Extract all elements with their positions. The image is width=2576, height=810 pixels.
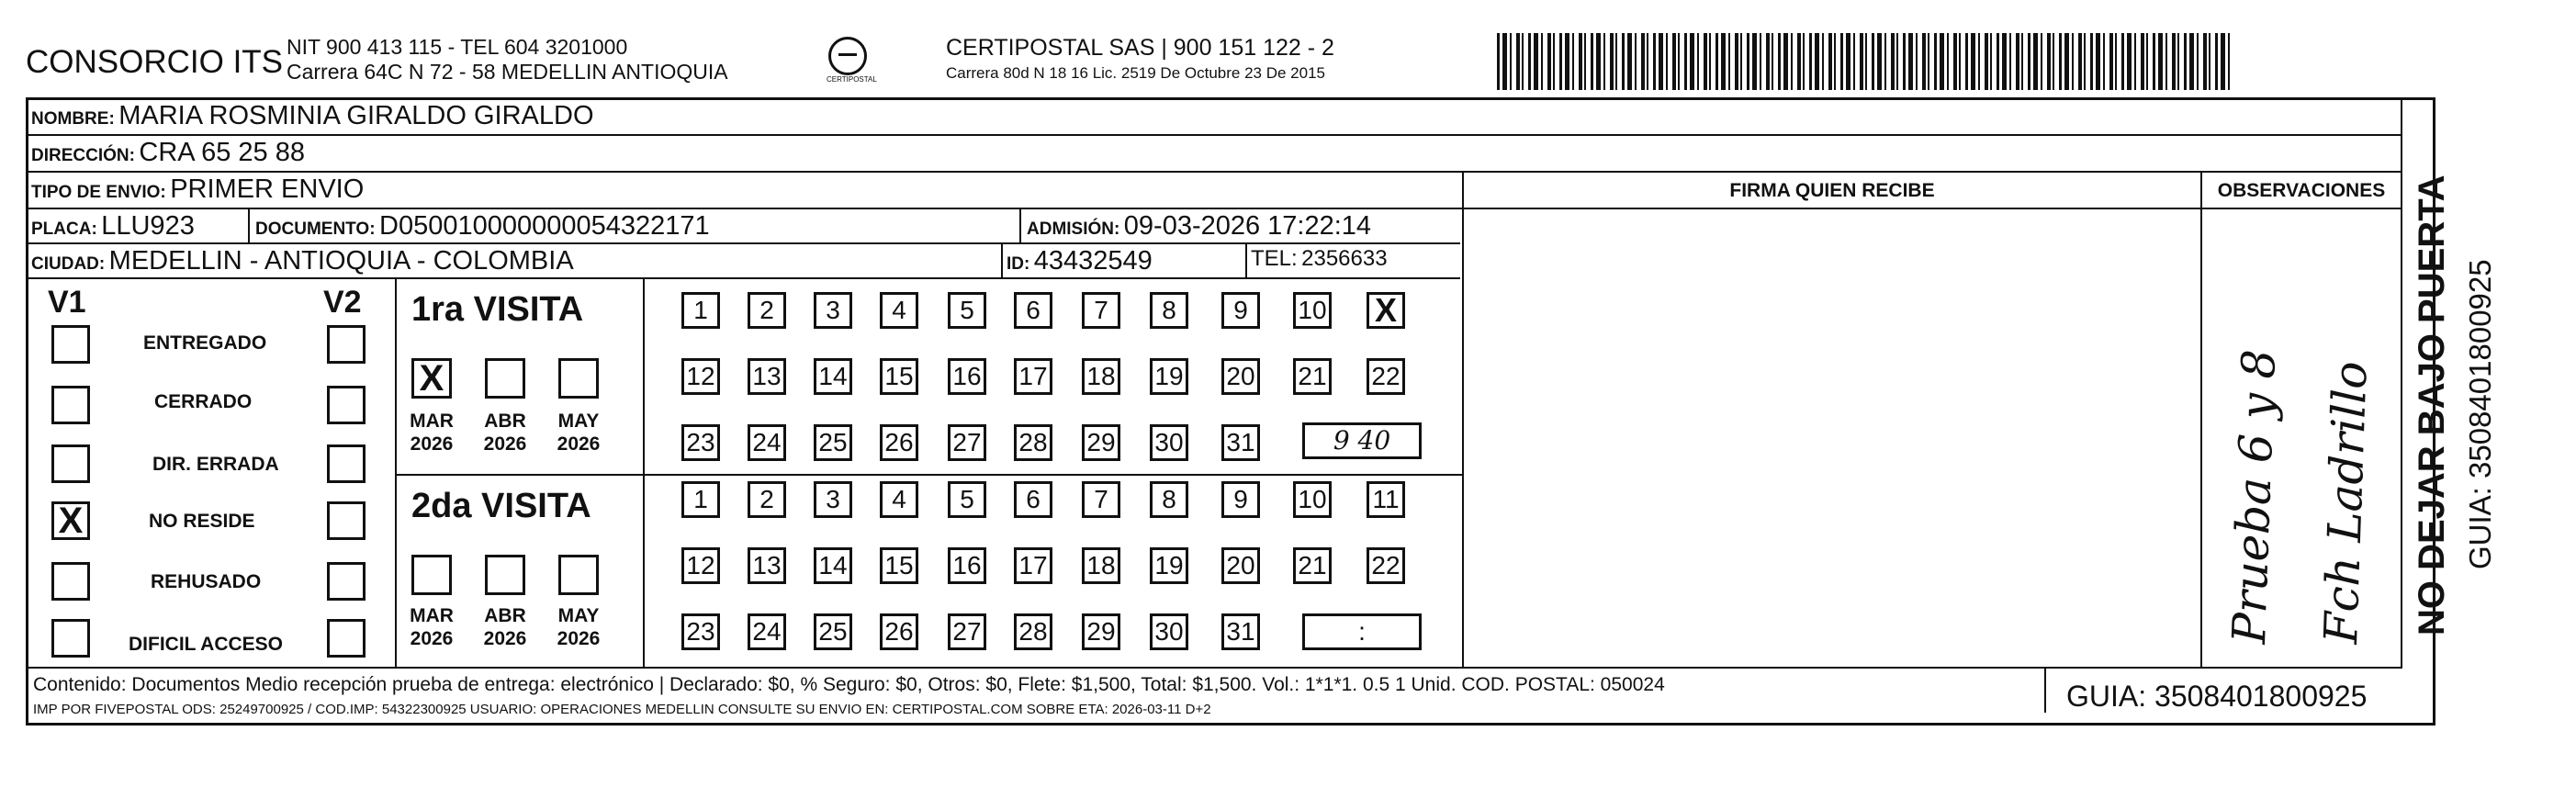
day-box[interactable]: 12 bbox=[681, 358, 720, 395]
id-label: ID: bbox=[1007, 254, 1030, 274]
divider bbox=[2044, 667, 2046, 713]
status-label-dir-errada: DIR. ERRADA bbox=[152, 454, 279, 475]
day-box[interactable]: 28 bbox=[1014, 613, 1052, 650]
divider bbox=[1462, 171, 1464, 669]
v2-dir-errada-checkbox[interactable] bbox=[327, 444, 366, 483]
day-box[interactable]: 5 bbox=[948, 292, 986, 329]
admision-value: 09-03-2026 17:22:14 bbox=[1123, 211, 1372, 241]
visit-2-month-abr-checkbox[interactable] bbox=[485, 555, 525, 595]
company-name: CONSORCIO ITS bbox=[26, 44, 284, 80]
day-box[interactable]: 1 bbox=[681, 481, 720, 518]
divider bbox=[248, 208, 250, 244]
v1-dir-errada-checkbox[interactable] bbox=[51, 444, 90, 483]
status-label-entregado: ENTREGADO bbox=[143, 332, 267, 354]
day-box[interactable]: 7 bbox=[1082, 481, 1120, 518]
day-box[interactable]: 22 bbox=[1367, 547, 1405, 584]
visit-1-month-label: ABR 2026 bbox=[483, 411, 527, 455]
visit-1-time-box[interactable]: 9 40 bbox=[1302, 422, 1422, 459]
v2-rehusado-checkbox[interactable] bbox=[327, 562, 366, 601]
v2-dificil-acceso-checkbox[interactable] bbox=[327, 619, 366, 658]
visit-2-month-label: ABR 2026 bbox=[483, 605, 527, 649]
divider bbox=[28, 134, 2401, 136]
tipo-row bbox=[31, 174, 364, 205]
firma-header: FIRMA QUIEN RECIBE bbox=[1729, 180, 1935, 201]
divider bbox=[2200, 171, 2202, 669]
day-box[interactable]: 25 bbox=[814, 424, 852, 461]
day-box[interactable]: 14 bbox=[814, 547, 852, 584]
nombre-value: MARIA ROSMINIA GIRALDO GIRALDO bbox=[118, 101, 594, 130]
tipo-value: PRIMER ENVIO bbox=[170, 174, 365, 204]
day-box[interactable]: 24 bbox=[748, 424, 786, 461]
nombre-row bbox=[31, 101, 594, 131]
day-box[interactable]: 24 bbox=[748, 613, 786, 650]
visit-1-month-mar-checkbox[interactable]: X bbox=[411, 358, 452, 399]
divider bbox=[1245, 242, 1247, 279]
certipostal-logo-icon bbox=[828, 37, 867, 75]
tel-value: 2356633 bbox=[1301, 246, 1388, 271]
day-box[interactable]: 6 bbox=[1014, 481, 1052, 518]
day-box[interactable]: 5 bbox=[948, 481, 986, 518]
visit-1-month-abr-checkbox[interactable] bbox=[485, 358, 525, 399]
day-box[interactable]: 18 bbox=[1082, 358, 1120, 395]
day-box[interactable]: 27 bbox=[948, 424, 986, 461]
side-guia: GUIA: 3508401800925 bbox=[2463, 259, 2497, 569]
direccion-label: DIRECCIÓN: bbox=[31, 146, 135, 165]
visit-1-title: 1ra VISITA bbox=[411, 290, 584, 329]
address-line: Carrera 64C N 72 - 58 MEDELLIN ANTIOQUIA bbox=[287, 60, 728, 84]
day-box[interactable]: 10 bbox=[1293, 292, 1332, 329]
v2-header: V2 bbox=[323, 285, 362, 320]
divider bbox=[1001, 242, 1003, 279]
day-box[interactable]: 16 bbox=[948, 358, 986, 395]
day-box[interactable]: 8 bbox=[1150, 292, 1188, 329]
day-box[interactable]: 19 bbox=[1150, 547, 1188, 584]
visit-2-month-label: MAY 2026 bbox=[557, 605, 601, 649]
footer-imp: IMP POR FIVEPOSTAL ODS: 25249700925 / COD.IMP: 54322300925 USUARIO: OPERACIONES MEDELLIN CONSULTE SU ENVIO EN: CERTIPOSTAL.COM SOBRE ETA: 2026-03-11 D+2 bbox=[33, 702, 1211, 717]
day-box[interactable]: 13 bbox=[748, 547, 786, 584]
day-box[interactable]: 22 bbox=[1367, 358, 1405, 395]
day-box[interactable]: 4 bbox=[880, 481, 918, 518]
ciudad-label: CIUDAD: bbox=[31, 254, 106, 274]
day-box[interactable]: 30 bbox=[1150, 613, 1188, 650]
day-box[interactable]: 17 bbox=[1014, 547, 1052, 584]
day-box[interactable]: 29 bbox=[1082, 424, 1120, 461]
tel-label: TEL: bbox=[1251, 246, 1298, 271]
day-box[interactable]: 1 bbox=[681, 292, 720, 329]
day-box[interactable]: 9 bbox=[1221, 292, 1260, 329]
day-box[interactable]: 21 bbox=[1293, 547, 1332, 584]
day-box[interactable]: 2 bbox=[748, 292, 786, 329]
day-box[interactable]: 13 bbox=[748, 358, 786, 395]
day-box[interactable]: 25 bbox=[814, 613, 852, 650]
day-box[interactable]: 15 bbox=[880, 358, 918, 395]
day-box[interactable]: 27 bbox=[948, 613, 986, 650]
nombre-label: NOMBRE: bbox=[31, 109, 115, 129]
tipo-label: TIPO DE ENVIO: bbox=[31, 183, 166, 202]
day-box[interactable]: 23 bbox=[681, 424, 720, 461]
day-box[interactable]: 31 bbox=[1221, 424, 1260, 461]
day-box[interactable]: 20 bbox=[1221, 358, 1260, 395]
visit-2-month-mar-checkbox[interactable] bbox=[411, 555, 452, 595]
placa-label: PLACA: bbox=[31, 219, 97, 239]
placa-row bbox=[31, 211, 195, 242]
placa-value: LLU923 bbox=[101, 211, 195, 241]
status-label-no-reside: NO RESIDE bbox=[149, 511, 255, 532]
day-box[interactable]: 12 bbox=[681, 547, 720, 584]
day-box[interactable]: 21 bbox=[1293, 358, 1332, 395]
company-info bbox=[287, 35, 728, 84]
direccion-value: CRA 65 25 88 bbox=[139, 138, 305, 167]
divider bbox=[397, 474, 1462, 476]
status-label-rehusado: REHUSADO bbox=[151, 571, 262, 592]
divider bbox=[1464, 208, 2401, 209]
day-box[interactable]: 6 bbox=[1014, 292, 1052, 329]
status-label-dificil-acceso: DIFICIL ACCESO bbox=[129, 634, 284, 655]
side-notice: NO DEJAR BAJO PUERTA bbox=[2412, 174, 2452, 636]
day-box[interactable]: 18 bbox=[1082, 547, 1120, 584]
id-value: 43432549 bbox=[1033, 246, 1153, 276]
v1-header: V1 bbox=[48, 285, 86, 320]
divider bbox=[395, 277, 397, 667]
documento-label: DOCUMENTO: bbox=[255, 219, 376, 239]
certipostal-line: CERTIPOSTAL SAS | 900 151 122 - 2 bbox=[946, 35, 1334, 61]
visit-1-month-label: MAY 2026 bbox=[557, 411, 601, 455]
admision-label: ADMISIÓN: bbox=[1027, 219, 1120, 239]
v1-rehusado-checkbox[interactable] bbox=[51, 562, 90, 601]
v2-entregado-checkbox[interactable] bbox=[327, 325, 366, 364]
v1-entregado-checkbox[interactable] bbox=[51, 325, 90, 364]
day-box[interactable]: 3 bbox=[814, 481, 852, 518]
direccion-row bbox=[31, 138, 305, 168]
day-box[interactable]: 14 bbox=[814, 358, 852, 395]
nit-line: NIT 900 413 115 - TEL 604 3201000 bbox=[287, 35, 628, 59]
day-box[interactable]: 23 bbox=[681, 613, 720, 650]
day-box[interactable]: 17 bbox=[1014, 358, 1052, 395]
day-box[interactable]: 9 bbox=[1221, 481, 1260, 518]
certipostal-sub: Carrera 80d N 18 16 Lic. 2519 De Octubre 23 De 2015 bbox=[946, 64, 1325, 82]
admision-row bbox=[1027, 211, 1371, 242]
day-box[interactable]: 26 bbox=[880, 613, 918, 650]
day-box[interactable]: 10 bbox=[1293, 481, 1332, 518]
v2-cerrado-checkbox[interactable] bbox=[327, 386, 366, 424]
observaciones-header: OBSERVACIONES bbox=[2217, 180, 2386, 201]
v1-no-reside-checkbox[interactable]: X bbox=[51, 501, 90, 540]
handwritten-observation-2: Fch Ladrillo bbox=[2314, 360, 2378, 646]
documento-value: D050010000000054322171 bbox=[379, 211, 710, 241]
day-box[interactable]: 3 bbox=[814, 292, 852, 329]
footer-guia: GUIA: 3508401800925 bbox=[2066, 680, 2368, 713]
day-box[interactable]: 16 bbox=[948, 547, 986, 584]
day-box[interactable]: 4 bbox=[880, 292, 918, 329]
day-box[interactable]: X bbox=[1367, 292, 1405, 329]
day-box[interactable]: 20 bbox=[1221, 547, 1260, 584]
handwritten-observation-1: Prueba 6 y 8 bbox=[2222, 348, 2287, 646]
day-box[interactable]: 2 bbox=[748, 481, 786, 518]
v2-no-reside-checkbox[interactable] bbox=[327, 501, 366, 540]
day-box[interactable]: 29 bbox=[1082, 613, 1120, 650]
id-row bbox=[1007, 246, 1153, 276]
divider bbox=[643, 277, 645, 667]
visit-2-month-label: MAR 2026 bbox=[410, 605, 454, 649]
visit-2-time-box[interactable]: : bbox=[1302, 613, 1422, 650]
ciudad-value: MEDELLIN - ANTIOQUIA - COLOMBIA bbox=[108, 246, 574, 276]
divider bbox=[1019, 208, 1021, 244]
visit-2-month-may-checkbox[interactable] bbox=[558, 555, 599, 595]
day-box[interactable]: 19 bbox=[1150, 358, 1188, 395]
v1-cerrado-checkbox[interactable] bbox=[51, 386, 90, 424]
barcode-icon bbox=[1497, 33, 2232, 90]
visit-1-month-may-checkbox[interactable] bbox=[558, 358, 599, 399]
day-box[interactable]: 28 bbox=[1014, 424, 1052, 461]
divider bbox=[28, 171, 2401, 173]
documento-row bbox=[255, 211, 710, 242]
day-box[interactable]: 8 bbox=[1150, 481, 1188, 518]
divider bbox=[2401, 97, 2402, 669]
footer-contenido: Contenido: Documentos Medio recepción prueba de entrega: electrónico | Declarado: $0, % Seguro: $0, Otros: $0, Flete: $1,500, Total: $1,500. Vol.: 1*1*1. 0.5 1 Unid. COD. POSTAL: 050024 bbox=[33, 674, 1665, 695]
status-label-cerrado: CERRADO bbox=[154, 391, 253, 412]
tel-row bbox=[1251, 246, 1388, 272]
day-box[interactable]: 31 bbox=[1221, 613, 1260, 650]
logo-text: CERTIPOSTAL bbox=[827, 75, 877, 84]
day-box[interactable]: 26 bbox=[880, 424, 918, 461]
ciudad-row bbox=[31, 246, 574, 276]
visit-2-title: 2da VISITA bbox=[411, 487, 591, 525]
day-box[interactable]: 11 bbox=[1367, 481, 1405, 518]
day-box[interactable]: 7 bbox=[1082, 292, 1120, 329]
day-box[interactable]: 30 bbox=[1150, 424, 1188, 461]
day-box[interactable]: 15 bbox=[880, 547, 918, 584]
visit-1-month-label: MAR 2026 bbox=[410, 411, 454, 455]
v1-dificil-acceso-checkbox[interactable] bbox=[51, 619, 90, 658]
